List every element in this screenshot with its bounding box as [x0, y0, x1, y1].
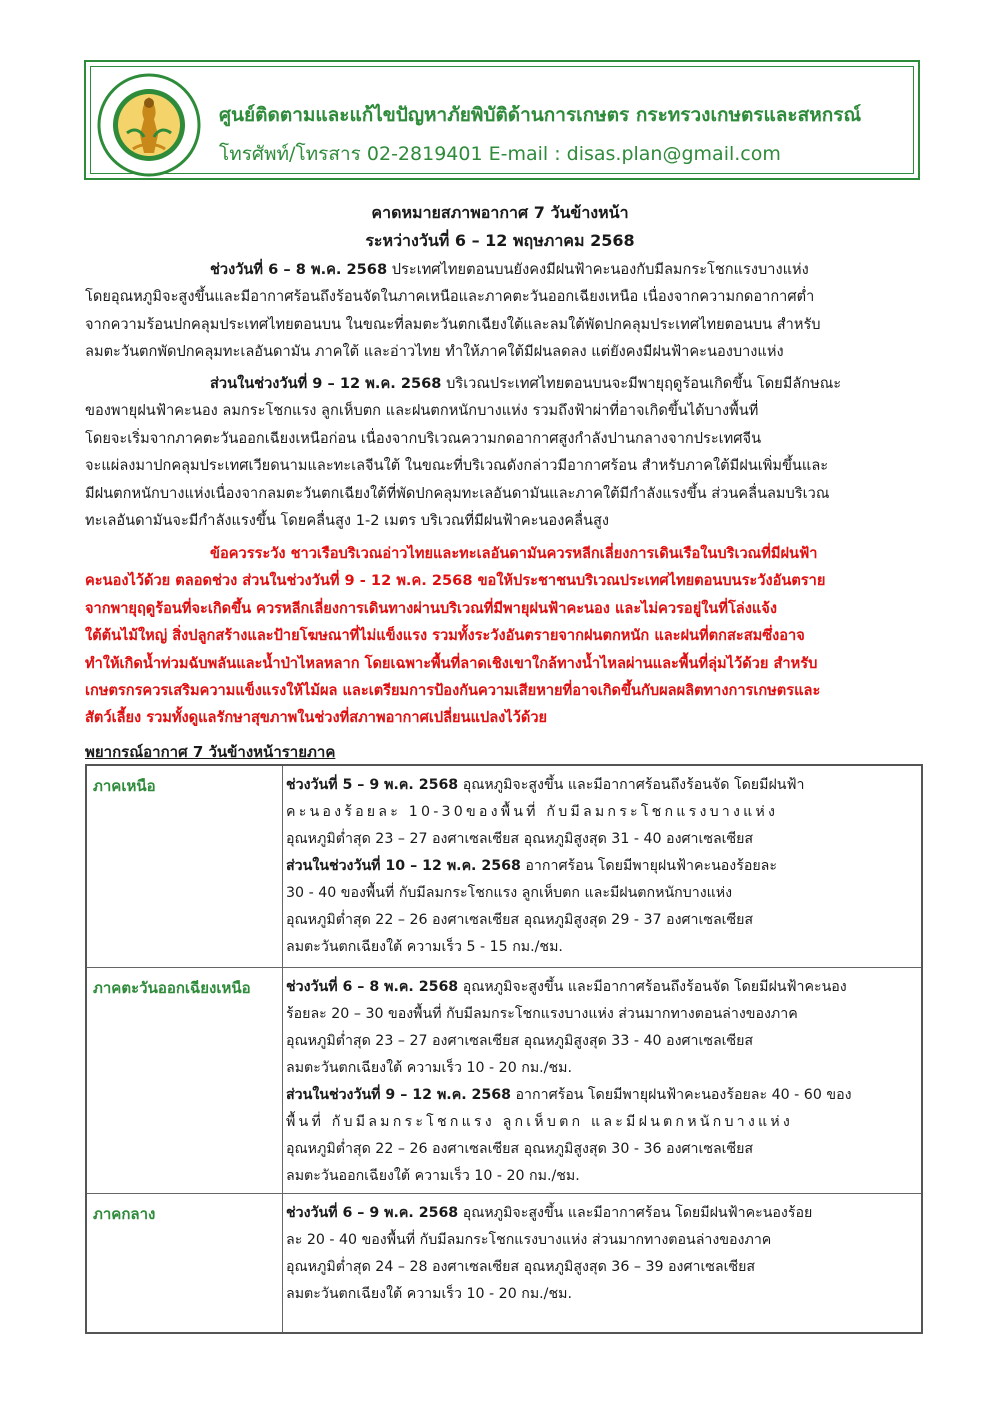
paragraph-line: จากความร้อนปกคลุมประเทศไทยตอนบน ในขณะที่ลมตะวันตกเฉียงใต้และลมใต้พัดปกคลุมประเทศไทยตอนบน สำหรับ: [85, 315, 821, 333]
warning-line: เกษตรกรควรเสริมความแข็งแรงให้ไม้ผล และเตรียมการป้องกันความเสียหายที่อาจเกิดขึ้นกับผลผลิตทางการเกษตรและ: [85, 681, 821, 699]
paragraph-line: มีฝนตกหนักบางแห่งเนื่องจากลมตะวันตกเฉียงใต้ที่พัดปกคลุมทะเลอันดามันและภาคใต้มีกำลังแรงขึ้น ส่วนคลื่นลมบริเวณ: [85, 484, 830, 502]
region-name: ภาคกลาง: [87, 1194, 283, 1332]
regional-forecast-table: [85, 764, 923, 1334]
table-row-north: [87, 766, 921, 968]
table-row-northeast: [87, 968, 921, 1194]
forecast-line: ลมตะวันออกเฉียงใต้ ความเร็ว 10 - 20 กม./ชม.: [286, 1168, 580, 1184]
period-label: ส่วนในช่วงวันที่ 10 – 12 พ.ค. 2568: [286, 858, 521, 874]
forecast-text: อุณหภูมิจะสูงขึ้น และมีอากาศร้อนถึงร้อนจัด โดยมีฝนฟ้าคะนอง: [458, 979, 847, 995]
forecast-line: [286, 1082, 919, 1109]
paragraph-line: [85, 370, 920, 397]
forecast-line: อุณหภูมิต่ำสุด 22 – 26 องศาเซลเซียส อุณหภูมิสูงสุด 29 - 37 องศาเซลเซียส: [286, 912, 754, 928]
forecast-line: 30 - 40 ของพื้นที่ กับมีลมกระโชกแรง ลูกเห็บตก และมีฝนตกหนักบางแห่ง: [286, 885, 733, 901]
document-title: คาดหมายสภาพอากาศ 7 วันข้างหน้า: [371, 203, 629, 222]
forecast-text: อุณหภูมิจะสูงขึ้น และมีอากาศร้อน โดยมีฝนฟ้าคะนองร้อย: [458, 1205, 813, 1221]
paragraph-line: ทะเลอันดามันจะมีกำลังแรงขึ้น โดยคลื่นสูง 1-2 เมตร บริเวณที่มีฝนฟ้าคะนองคลื่นสูง: [85, 511, 610, 529]
forecast-line: ลมตะวันตกเฉียงใต้ ความเร็ว 5 - 15 กม./ชม.: [286, 939, 563, 955]
forecast-line: อุณหภูมิต่ำสุด 23 – 27 องศาเซลเซียส อุณหภูมิสูงสุด 31 - 40 องศาเซลเซียส: [286, 831, 754, 847]
region-forecast: [286, 772, 919, 961]
forecast-line: ร้อยละ 20 – 30 ของพื้นที่ กับมีลมกระโชกแรงบางแห่ง ส่วนมากทางตอนล่างของภาค: [286, 1006, 798, 1022]
forecast-text: อุณหภูมิจะสูงขึ้น และมีอากาศร้อนถึงร้อนจัด โดยมีฝนฟ้า: [458, 777, 805, 793]
forecast-line: ลมตะวันตกเฉียงใต้ ความเร็ว 10 - 20 กม./ชม.: [286, 1060, 572, 1076]
warning-line: จากพายุฤดูร้อนที่จะเกิดขึ้น ควรหลีกเลี่ยงการเดินทางผ่านบริเวณที่มีพายุฝนฟ้าคะนอง และไม่ควรอยู่ในที่โล่งแจ้ง: [85, 599, 777, 617]
forecast-line: พื้นที่ กับมีลมกระโชกแรง ลูกเห็บตก และมีฝนตกหนักบางแห่ง: [286, 1114, 793, 1130]
forecast-paragraph-2: [85, 370, 920, 534]
period-label: ช่วงวันที่ 6 – 8 พ.ค. 2568: [286, 979, 459, 995]
paragraph-line: โดยอุณหภูมิจะสูงขึ้นและมีอากาศร้อนถึงร้อนจัดในภาคเหนือและภาคตะวันออกเฉียงเหนือ เนื่องจากความกดอากาศต่ำ: [85, 288, 815, 306]
region-forecast: [286, 1200, 919, 1308]
period-label: ส่วนในช่วงวันที่ 9 – 12 พ.ค. 2568: [286, 1087, 512, 1103]
paragraph-line: ลมตะวันตกพัดปกคลุมทะเลอันดามัน ภาคใต้ และอ่าวไทย ทำให้ภาคใต้มีฝนลดลง แต่ยังคงมีฝนฟ้าคะนองบางแห่ง: [85, 343, 784, 361]
warning-line: คะนองไว้ด้วย ตลอดช่วง ส่วนในช่วงวันที่ 9 - 12 พ.ค. 2568 ขอให้ประชาชนบริเวณประเทศไทยตอนบนระวังอันตราย: [85, 572, 826, 590]
table-row-central: [87, 1194, 921, 1332]
warning-line: สัตว์เลี้ยง รวมทั้งดูแลรักษาสุขภาพในช่วงที่สภาพอากาศเปลี่ยนแปลงไว้ด้วย: [85, 709, 548, 727]
document-date-range: ระหว่างวันที่ 6 – 12 พฤษภาคม 2568: [365, 231, 635, 250]
forecast-line: [286, 772, 919, 799]
warning-line: ใต้ต้นไม้ใหญ่ สิ่งปลูกสร้างและป้ายโฆษณาที่ไม่แข็งแรง รวมทั้งระวังอันตรายจากฝนตกหนัก และฝนที่ตกสะสมซึ่งอาจ: [85, 627, 805, 645]
forecast-line: อุณหภูมิต่ำสุด 22 – 26 องศาเซลเซียส อุณหภูมิสูงสุด 30 - 36 องศาเซลเซียส: [286, 1141, 754, 1157]
period-label: ช่วงวันที่ 6 – 8 พ.ค. 2568: [210, 261, 388, 278]
region-name: ภาคเหนือ: [87, 766, 283, 967]
forecast-text: อากาศร้อน โดยมีพายุฝนฟ้าคะนองร้อยละ: [520, 858, 777, 874]
forecast-line: คะนองร้อยละ 10-30ของพื้นที่ กับมีลมกระโชกแรงบางแห่ง: [286, 804, 779, 820]
forecast-paragraph-1: [85, 256, 920, 366]
organization-name: ศูนย์ติดตามและแก้ไขปัญหาภัยพิบัติด้านการเกษตร กระทรวงเกษตรและสหกรณ์: [219, 104, 862, 126]
region-forecast: [286, 974, 919, 1190]
paragraph-line: ของพายุฝนฟ้าคะนอง ลมกระโชกแรง ลูกเห็บตก และฝนตกหนักบางแห่ง รวมถึงฟ้าผ่าที่อาจเกิดขึ้นได้บางพื้นที่: [85, 402, 759, 420]
forecast-line: อุณหภูมิต่ำสุด 24 – 28 องศาเซลเซียส อุณหภูมิสูงสุด 36 – 39 องศาเซลเซียส: [286, 1259, 756, 1275]
forecast-text: อากาศร้อน โดยมีพายุฝนฟ้าคะนองร้อยละ 40 - 60 ของ: [511, 1087, 852, 1103]
forecast-line: ละ 20 - 40 ของพื้นที่ กับมีลมกระโชกแรงบางแห่ง ส่วนมากทางตอนล่างของภาค: [286, 1232, 772, 1248]
paragraph-line: จะแผ่ลงมาปกคลุมประเทศเวียดนามและทะเลจีนใต้ ในขณะที่บริเวณดังกล่าวมีอากาศร้อน สำหรับภาคใต้มีฝนเพิ่มขึ้นและ: [85, 457, 829, 475]
paragraph-text: ประเทศไทยตอนบนยังคงมีฝนฟ้าคะนองกับมีลมกระโชกแรงบางแห่ง: [387, 261, 809, 278]
warning-paragraph: [85, 540, 920, 732]
forecast-line: [286, 974, 919, 1001]
forecast-line: [286, 1200, 919, 1227]
forecast-line: [286, 853, 919, 880]
period-label: ช่วงวันที่ 6 – 9 พ.ค. 2568: [286, 1205, 459, 1221]
region-name: ภาคตะวันออกเฉียงเหนือ: [87, 968, 283, 1193]
ministry-seal-logo: [97, 73, 201, 177]
paragraph-line: [85, 256, 920, 283]
forecast-line: อุณหภูมิต่ำสุด 23 – 27 องศาเซลเซียส อุณหภูมิสูงสุด 33 - 40 องศาเซลเซียส: [286, 1033, 754, 1049]
letterhead: [84, 60, 920, 180]
letterhead-inner-border: [90, 66, 914, 174]
period-label: ส่วนในช่วงวันที่ 9 – 12 พ.ค. 2568: [210, 375, 442, 392]
forecast-line: ลมตะวันตกเฉียงใต้ ความเร็ว 10 - 20 กม./ชม.: [286, 1286, 572, 1302]
paragraph-line: โดยจะเริ่มจากภาคตะวันออกเฉียงเหนือก่อน เนื่องจากบริเวณความกดอากาศสูงกำลังปานกลางจากประเทศจีน: [85, 429, 762, 447]
paragraph-text: บริเวณประเทศไทยตอนบนจะมีพายุฤดูร้อนเกิดขึ้น โดยมีลักษณะ: [441, 375, 842, 392]
warning-line: ทำให้เกิดน้ำท่วมฉับพลันและน้ำป่าไหลหลาก โดยเฉพาะพื้นที่ลาดเชิงเขาใกล้ทางน้ำไหลผ่านและพื้นที่ลุ่มไว้ด้วย สำหรับ: [85, 654, 818, 672]
contact-info: โทรศัพท์/โทรสาร 02-2819401 E-mail : disas.plan@gmail.com: [219, 143, 781, 165]
regional-forecast-heading: พยากรณ์อากาศ 7 วันข้างหน้ารายภาค: [85, 743, 336, 761]
period-label: ช่วงวันที่ 5 – 9 พ.ค. 2568: [286, 777, 459, 793]
warning-line: ข้อควรระวัง ชาวเรือบริเวณอ่าวไทยและทะเลอันดามันควรหลีกเลี่ยงการเดินเรือในบริเวณที่มีฝนฟ้า: [210, 545, 818, 562]
